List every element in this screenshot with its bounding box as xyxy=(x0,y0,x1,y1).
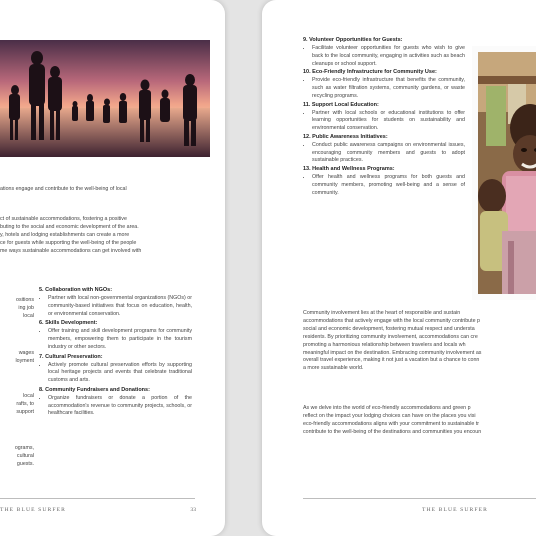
footer-brand: THE BLUE SURFER xyxy=(0,507,66,513)
section-title: 8. Community Fundraisers and Donations: xyxy=(39,386,150,393)
photo-caption: ations engage and contribute to the well-being of local xyxy=(0,186,127,192)
section-title: 11. Support Local Education: xyxy=(303,101,379,108)
right-page xyxy=(262,0,536,536)
section-bullet: • Conduct public awareness campaigns on environmental issues, encouraging community members and guests to adopt sustainable practices. xyxy=(312,142,465,165)
section-bullet: • Partner with local schools or educational institutions to offer learning opportunities for students on sustainability and environmental conservation. xyxy=(312,110,465,133)
footer-rule xyxy=(303,498,536,499)
page-number: 33 xyxy=(190,507,196,513)
children-photo xyxy=(472,46,536,300)
intro-paragraph: ct of sustainable accommodations, fostering a positive buting to the social and economic development of the area. y, hotels and lodging establishments can create a more ce for guests while supporting the well-being of the people me ways sustainable accommodations can get involved with xyxy=(0,216,142,254)
footer-brand: THE BLUE SURFER xyxy=(422,507,488,513)
section-bullet: • Facilitate volunteer opportunities for guests who wish to give back to the local community, engaging in activities such as beach cleanups or school support. xyxy=(312,45,465,68)
section-title: 10. Eco-Friendly Infrastructure for Community Use: xyxy=(303,69,437,76)
section-title: 5. Collaboration with NGOs: xyxy=(39,287,113,293)
section-bullet: • Actively promote cultural preservation efforts by supporting local heritage projects and events that celebrate traditional customs and arts. xyxy=(48,362,192,385)
left-column-fragments: ositions ing job local wages loyment local rafts, to support ograms, cultural guests. xyxy=(14,297,34,467)
closing-paragraph: As we delve into the world of eco-friendly accommodations and green p reflect on the impact your lodging choices can have on the places you visi eco-friendly accommodations aligns with your commitment to sustainable tr contribute to the well-being of the destinations and communities you encoun xyxy=(303,405,482,435)
section-title: 12. Public Awareness Initiatives: xyxy=(303,133,388,140)
community-paragraph: Community involvement lies at the heart of responsible and sustain accommodations that actively engage with the local community contribute p social and economic development, fostering mutual respect and understa residents. By prioritizing community involvement, accommodations can cre promoting a harmonious relationship between travelers and locals wh meaningful impact on the destination. Embracing community involvement as overall travel experience, making it not just a vacation but a chance to conn a more sustainable world. xyxy=(303,310,482,372)
left-page xyxy=(0,0,225,536)
section-bullet: • Organize fundraisers or donate a portion of the accommodation's revenue to community projects, schools, or healthcare facilities. xyxy=(48,395,192,418)
right-list-column xyxy=(303,37,465,197)
section-bullet: • Offer health and wellness programs for both guests and community members, promoting well-being and a sense of community. xyxy=(312,174,465,197)
footer-rule xyxy=(0,498,195,499)
section-title: 7. Cultural Preservation: xyxy=(39,353,103,360)
section-bullet: • Offer training and skill development programs for community members, empowering them to participate in the tourism industry or other sectors. xyxy=(48,328,192,351)
section-title: 9. Volunteer Opportunities for Guests: xyxy=(303,37,403,43)
section-bullet: • Partner with local non-governmental organizations (NGOs) or community-based initiatives that focus on education, health, or environmental conservation. xyxy=(48,295,192,318)
section-bullet: • Provide eco-friendly infrastructure that benefits the community, such as water filtration systems, community gardens, or waste recycling programs. xyxy=(312,77,465,100)
section-title: 13. Health and Wellness Programs: xyxy=(303,166,395,173)
left-list-column xyxy=(39,287,192,418)
section-title: 6. Skills Development: xyxy=(39,320,98,327)
